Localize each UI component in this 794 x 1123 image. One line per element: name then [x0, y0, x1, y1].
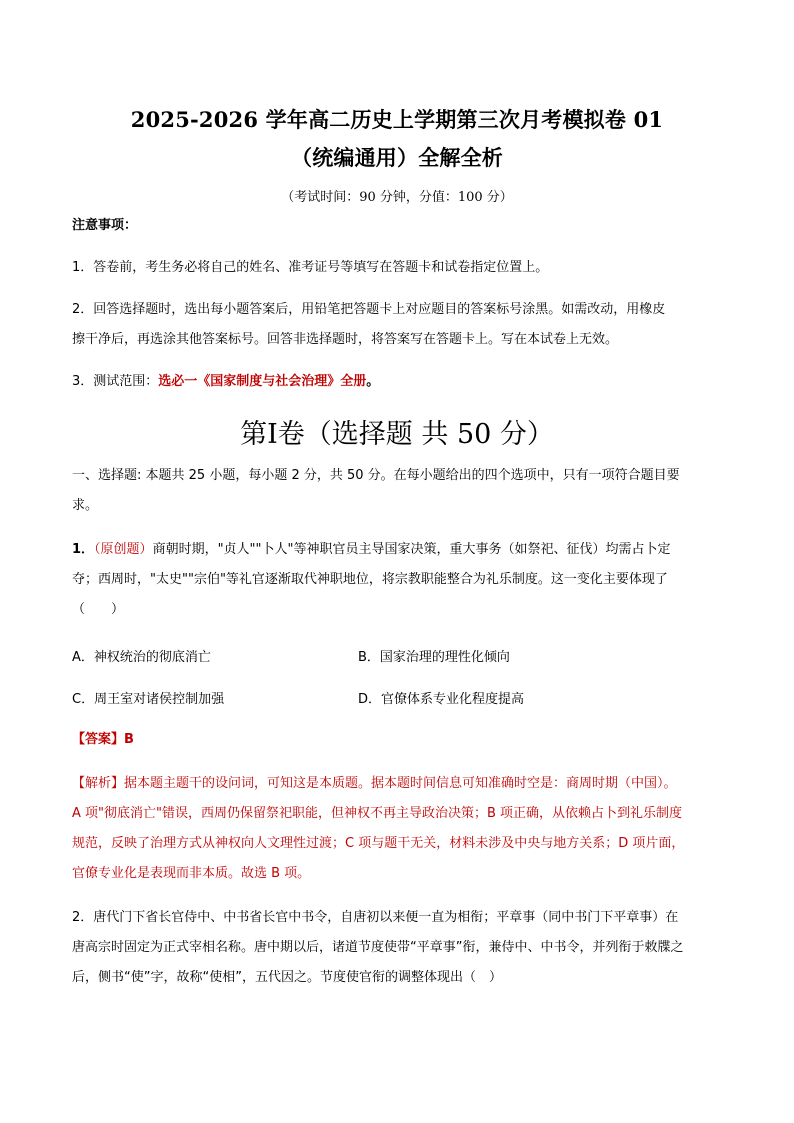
q1-answer: 【答案】B	[72, 732, 134, 747]
q1-stem-line-2: 夺；西周时，"太史""宗伯"等礼官逐渐取代神职地位，将宗教职能整合为礼乐制度。这一变化主要体现了	[72, 572, 668, 587]
section-title: 第Ⅰ卷（选择题 共 50 分）	[240, 419, 554, 450]
exam-meta: （考试时间：90 分钟，分值：100 分）	[281, 190, 513, 205]
note-item-3	[72, 368, 724, 396]
q1-stem-line-3: （ ）	[72, 602, 125, 617]
section-intro-line-1: 一、选择题: 本题共 25 小题，每小题 2 分，共 50 分。在每小题给出的四个选项中，只有一项符合题目要	[72, 468, 680, 483]
q2-stem-line-2: 唐高宗时固定为正式宰相名称。唐中期以后，诸道节度使带“平章事”衔，兼侍中、中书令，并列衔于敕牒之	[72, 940, 684, 955]
q1-analysis-line-2: A 项"彻底消亡"错误，西周仍保留祭祀职能，但神权不再主导政治决策；B 项正确，从依赖占卜到礼乐制度	[72, 806, 683, 821]
document-subtitle: （统编通用）全解全析	[291, 145, 503, 170]
note-item-2-line-1: 2．回答选择题时，选出每小题答案后，用铅笔把答题卡上对应题目的答案标号涂黑。如需改动，用橡皮	[72, 302, 666, 317]
note-item-2-line-2: 擦干净后，再选涂其他答案标号。回答非选择题时，将答案写在答题卡上。写在本试卷上无效。	[72, 332, 619, 347]
q1-option-b: B．国家治理的理性化倾向	[358, 650, 510, 665]
q1-number: 1．	[72, 542, 95, 557]
q1-text-1: 商朝时期，"贞人""卜人"等神职官员主导国家决策，重大事务（如祭祀、征伐）均需占卜定	[152, 542, 671, 557]
q1-stem-line-1	[72, 536, 724, 564]
section-intro-line-2: 求。	[72, 498, 99, 513]
q1-option-d: D．官僚体系专业化程度提高	[358, 692, 525, 707]
document-title: 2025-2026 学年高二历史上学期第三次月考模拟卷 01	[130, 107, 664, 132]
q1-option-c: C．周王室对诸侯控制加强	[72, 692, 225, 707]
test-scope: 选必一《国家制度与社会治理》全册	[158, 374, 367, 389]
q1-tag: （原创题）	[94, 542, 153, 557]
q1-analysis-line-4: 官僚专业化是表现而非本质。故选 B 项。	[72, 866, 311, 881]
q2-stem-line-1: 2．唐代门下省长官侍中、中书省长官中书令，自唐初以来便一直为相衔；平章事（同中书门下平章事）在	[72, 910, 679, 925]
q1-analysis-line-1: 【解析】据本题主题干的设问词，可知这是本质题。据本题时间信息可知准确时空是：商周时期（中国）。	[72, 776, 677, 791]
note-item-3-prefix: 3．测试范围：	[72, 374, 159, 389]
note-item-1: 1．答卷前，考生务必将自己的姓名、准考证号等填写在答题卡和试卷指定位置上。	[72, 260, 549, 275]
note-item-3-suffix: 。	[366, 374, 380, 389]
q1-option-a: A．神权统治的彻底消亡	[72, 650, 211, 665]
notes-heading: 注意事项：	[72, 218, 138, 233]
q2-stem-line-3: 后，侧书“使”字，故称“使相”，五代因之。节度使官衔的调整体现出（ ）	[72, 970, 502, 985]
q1-analysis-line-3: 规范，反映了治理方式从神权向人文理性过渡；C 项与题干无关，材料未涉及中央与地方关系；D 项片面，	[72, 836, 685, 851]
